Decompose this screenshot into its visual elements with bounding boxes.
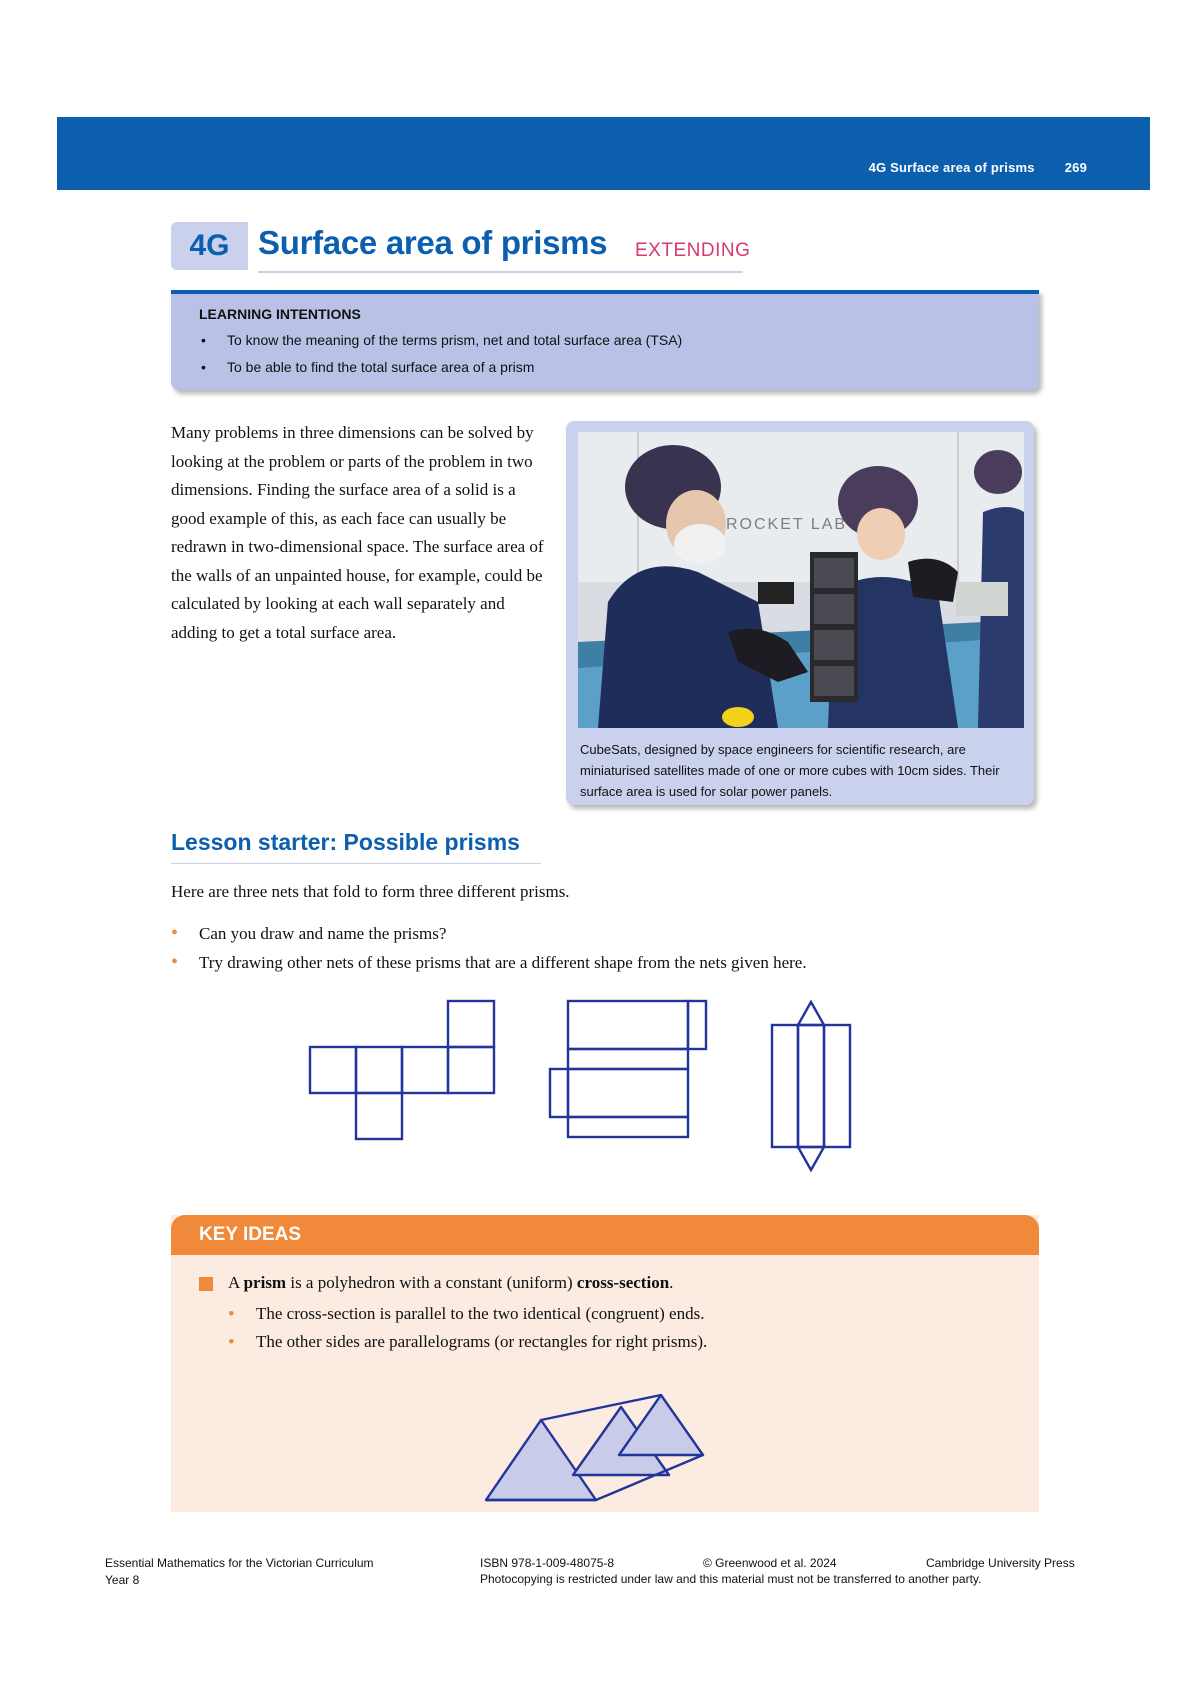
lesson-starter-text: Here are three nets that fold to form three different prisms. [171, 882, 570, 901]
header-band [57, 117, 1150, 190]
photo-caption: CubeSats, designed by space engineers for scientific research, are miniaturised satellites made of one or more cubes with 10cm sides. Their surface area is used for solar power panels. [580, 742, 1000, 799]
section-number-tab: 4G [171, 222, 248, 270]
lesson-starter-heading: Lesson starter: Possible prisms [171, 829, 520, 855]
key-ideas-header [171, 1215, 1039, 1255]
key-idea-text-post: . [669, 1273, 674, 1292]
key-idea-text-pre: A [228, 1273, 244, 1292]
key-idea-sub [228, 1304, 704, 1324]
key-idea-main [199, 1273, 673, 1293]
photo-panel [566, 421, 1034, 805]
triangular-prism-diagram [481, 1365, 731, 1505]
key-term-prism: prism [243, 1273, 287, 1292]
learning-intention-item: • To be able to find the total surface area of a prism [199, 354, 1011, 381]
learning-intentions-box [171, 290, 1039, 390]
footer-publisher: Cambridge University Press [926, 1556, 1075, 1570]
lesson-starter-bullet: • Try drawing other nets of these prisms that are a different shape from the nets given here. [171, 948, 807, 977]
photo-illustration [578, 432, 1024, 728]
lesson-starter-underline [171, 863, 541, 864]
section-level-label: EXTENDING [635, 240, 751, 261]
learning-intentions-heading: LEARNING INTENTIONS [199, 306, 361, 322]
rocket-lab-sign: ROCKET LAB [726, 516, 848, 533]
footer-book-title [105, 1555, 374, 1589]
lesson-starter-bullet: • Can you draw and name the prisms? [171, 919, 807, 948]
orange-square-bullet [199, 1277, 213, 1291]
footer-isbn: ISBN 978-1-009-48075-8 [480, 1556, 615, 1570]
key-idea-text-mid: is a polyhedron with a constant (uniform) [286, 1273, 577, 1292]
triangular-prism-net [772, 1002, 850, 1170]
orange-dot-bullet: • [228, 1304, 235, 1325]
key-term-cross-section: cross-section [576, 1273, 670, 1292]
section-title: Surface area of prisms [258, 224, 608, 261]
title-underline [258, 271, 743, 273]
footer-book-line2: Year 8 [105, 1573, 140, 1587]
footer-notice: Photocopying is restricted under law and this material must not be transferred to another party. [480, 1572, 982, 1586]
key-idea-sub-text: The other sides are parallelograms (or rectangles for right prisms). [256, 1332, 708, 1351]
key-ideas-box [171, 1215, 1039, 1512]
running-head-title: 4G Surface area of prisms [868, 160, 1035, 175]
key-ideas-heading: KEY IDEAS [199, 1224, 302, 1245]
rectangular-prism-net [550, 1001, 706, 1137]
key-idea-sub-text: The cross-section is parallel to the two identical (congruent) ends. [256, 1304, 705, 1323]
page-number: 269 [1064, 160, 1087, 175]
cube-net [310, 1001, 494, 1139]
footer-copyright: © Greenwood et al. 2024 [703, 1556, 837, 1570]
orange-dot-bullet: • [228, 1332, 235, 1353]
key-idea-sub [228, 1332, 707, 1352]
footer-book-line1: Essential Mathematics for the Victorian Curriculum [105, 1556, 374, 1570]
running-head [869, 160, 1087, 175]
intro-paragraph: Many problems in three dimensions can be solved by looking at the problem or parts of the problem in two dimensions. Finding the surface area of a solid is a good example of this, as each face can usually be redrawn in two-dimensional space. The surface area of the walls of an unpainted house, for example, could be calculated by looking at each wall separately and adding to get a total surface area. [171, 423, 544, 642]
prism-nets-diagram [300, 990, 870, 1190]
cubesat-photo [578, 432, 1024, 728]
learning-intention-item: • To know the meaning of the terms prism, net and total surface area (TSA) [199, 327, 1011, 354]
lesson-starter-bullets [171, 919, 807, 977]
